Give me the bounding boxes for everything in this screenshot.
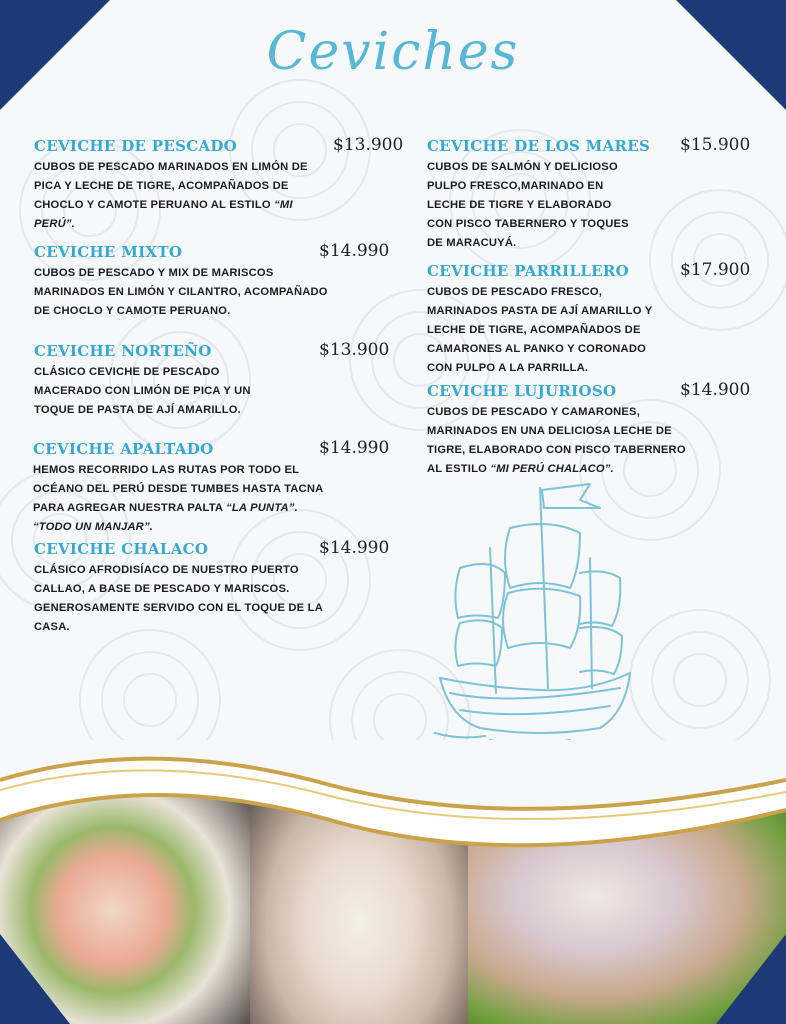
item-price: $13.900 [319, 340, 390, 360]
gold-wave-divider [0, 740, 786, 860]
item-name: CEVICHE LUJURIOSO [427, 382, 617, 400]
item-name: CEVICHE APALTADO [33, 440, 214, 458]
item-description: CUBOS DE SALMÓN Y DELICIOSO PULPO FRESCO,MARINADO EN LECHE DE TIGRE Y ELABORADO CON PISCO TABERNERO Y TOQUES DE MARACUYÁ. [427, 161, 629, 249]
corner-decoration-bottom-right [716, 934, 786, 1024]
item-price: $14.990 [319, 241, 390, 261]
item-price: $14.900 [680, 380, 751, 400]
menu-item [34, 538, 390, 637]
menu-item [33, 438, 390, 537]
item-description: CUBOS DE PESCADO Y MIX DE MARISCOS MARINADOS EN LIMÓN Y CILANTRO, ACOMPAÑADO DE CHOCLO Y CAMOTE PERUANO. [34, 267, 328, 317]
item-name: CEVICHE MIXTO [34, 243, 183, 261]
item-name: CEVICHE DE LOS MARES [427, 137, 651, 155]
ship-illustration [430, 478, 640, 748]
item-name: CEVICHE PARRILLERO [427, 262, 630, 280]
item-description: CUBOS DE PESCADO MARINADOS EN LIMÓN DE PICA Y LECHE DE TIGRE, ACOMPAÑADOS DE CHOCLO Y CAMOTE PERUANO AL ESTILO “MI PERÚ”. [34, 161, 308, 230]
item-price: $13.900 [333, 135, 404, 155]
item-description: CLÁSICO CEVICHE DE PESCADO MACERADO CON LIMÓN DE PICA Y UN TOQUE DE PASTA DE AJÍ AMARILLO. [34, 366, 251, 416]
corner-decoration-bottom-left [0, 934, 70, 1024]
item-name: CEVICHE DE PESCADO [34, 137, 238, 155]
item-description: HEMOS RECORRIDO LAS RUTAS POR TODO EL OCÉANO DEL PERÚ DESDE TUMBES HASTA TACNA PARA AGREGAR NUESTRA PALTA “LA PUNTA”. “TODO UN MANJAR”. [33, 464, 323, 533]
item-price: $14.990 [319, 438, 390, 458]
page-title: Ceviches [266, 22, 520, 82]
menu-item [427, 380, 751, 479]
item-name: CEVICHE NORTEÑO [34, 342, 212, 360]
menu-item [427, 135, 751, 253]
item-price: $17.900 [680, 260, 751, 280]
menu-item [34, 340, 390, 420]
item-price: $15.900 [680, 135, 751, 155]
item-description: CUBOS DE PESCADO FRESCO, MARINADOS PASTA DE AJÍ AMARILLO Y LECHE DE TIGRE, ACOMPAÑADOS DE CAMARONES AL PANKO Y CORONADO CON PULPO A LA PARRILLA. [427, 286, 653, 374]
item-price: $14.990 [319, 538, 390, 558]
menu-item [34, 135, 404, 234]
item-name: CEVICHE CHALACO [34, 540, 209, 558]
item-description: CLÁSICO AFRODISÍACO DE NUESTRO PUERTO CALLAO, A BASE DE PESCADO Y MARISCOS. GENEROSAMENTE SERVIDO CON EL TOQUE DE LA CASA. [34, 564, 323, 633]
menu-item [34, 241, 390, 321]
item-description: CUBOS DE PESCADO Y CAMARONES, MARINADOS EN UNA DELICIOSA LECHE DE TIGRE, ELABORADO CON PISCO TABERNERO AL ESTILO “MI PERÚ CHALACO”. [427, 406, 686, 475]
menu-item [427, 260, 751, 378]
